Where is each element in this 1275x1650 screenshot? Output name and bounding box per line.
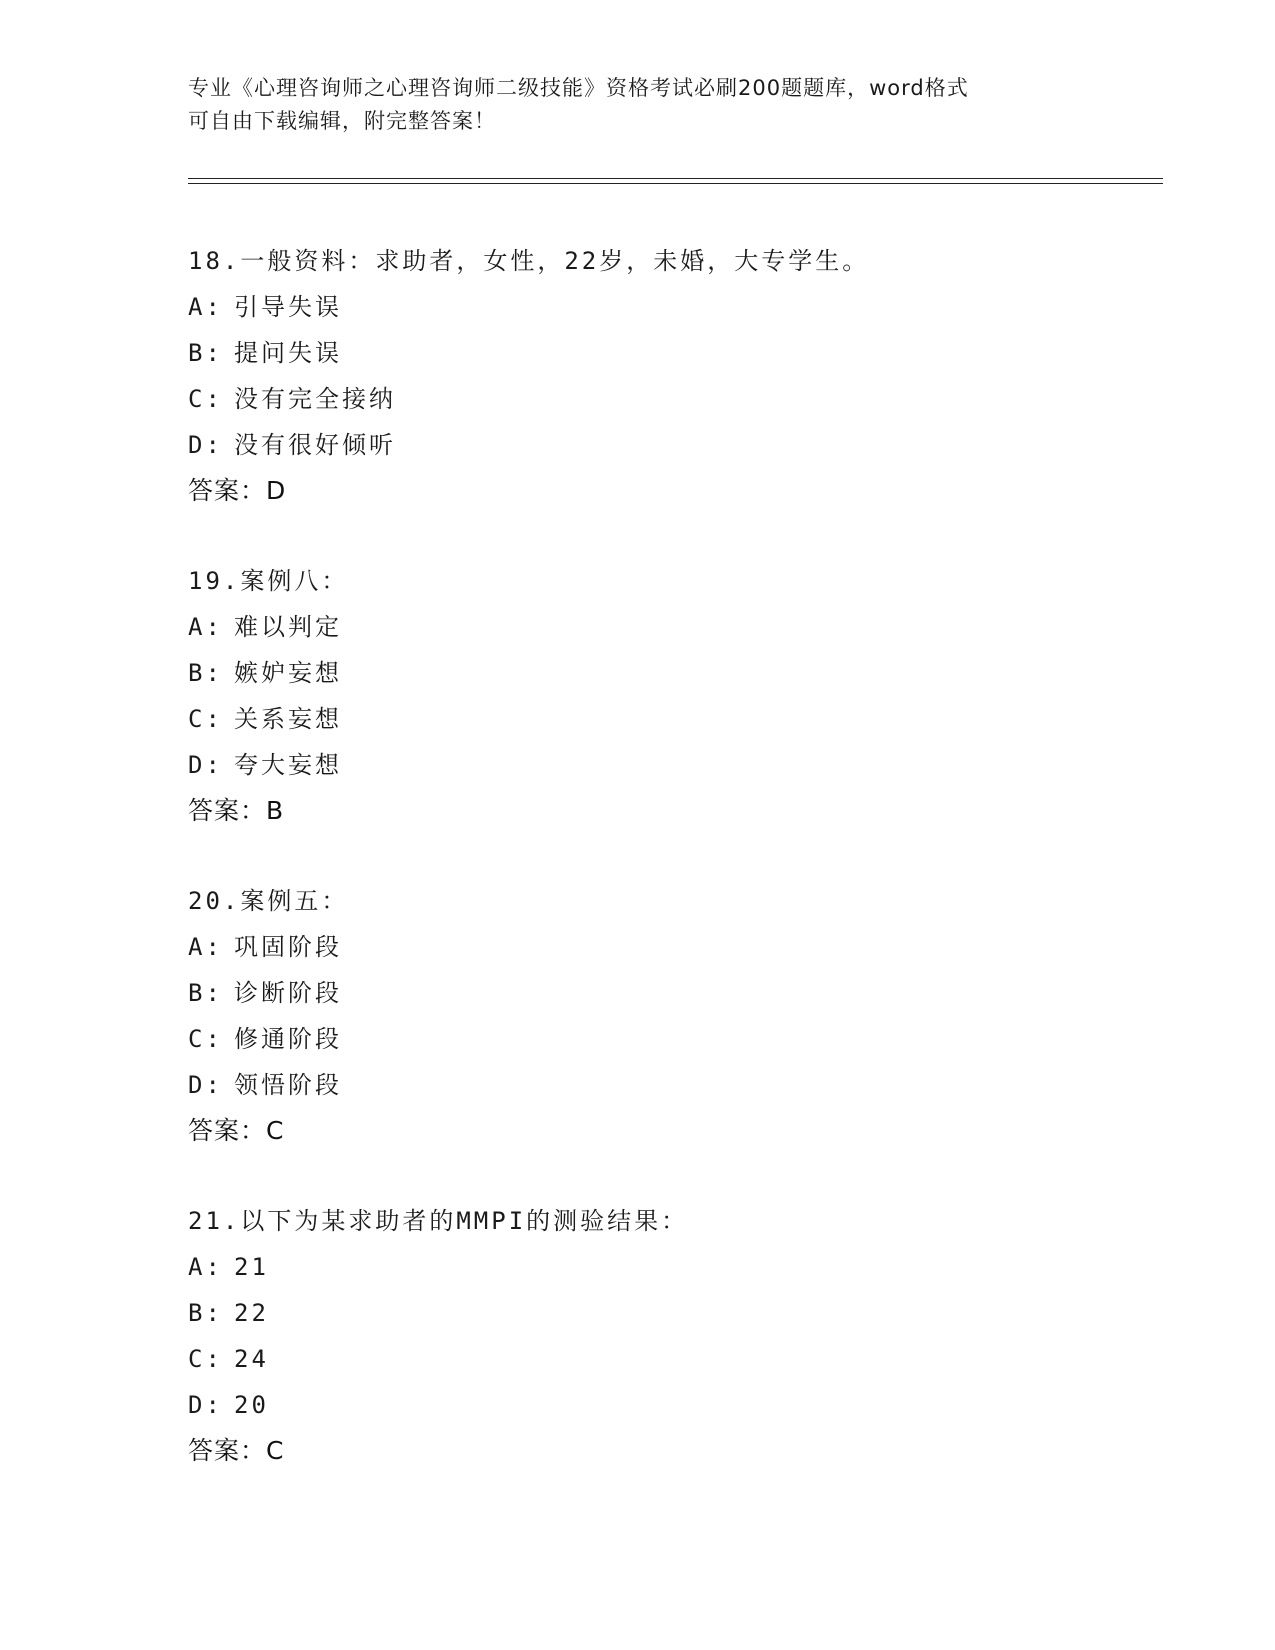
option-text: 诊断阶段 (234, 979, 342, 1007)
option-letter: A: (188, 613, 223, 641)
option-text: 修通阶段 (234, 1025, 342, 1053)
option-c (188, 1016, 1138, 1062)
question-list (188, 238, 1138, 1518)
question-19 (188, 558, 1138, 834)
document-header (188, 72, 1088, 138)
option-text: 21 (234, 1253, 269, 1281)
question-21 (188, 1198, 1138, 1474)
question-20 (188, 878, 1138, 1154)
option-letter: A: (188, 293, 223, 321)
option-letter: D: (188, 1071, 223, 1099)
option-letter: C: (188, 1025, 223, 1053)
option-text: 嫉妒妄想 (234, 659, 342, 687)
option-b (188, 970, 1138, 1016)
option-text: 难以判定 (234, 613, 342, 641)
option-text: 24 (234, 1345, 269, 1373)
option-letter: A: (188, 1253, 223, 1281)
option-b (188, 330, 1138, 376)
option-text: 巩固阶段 (234, 933, 342, 961)
option-letter: D: (188, 431, 223, 459)
option-text: 20 (234, 1391, 269, 1419)
option-letter: B: (188, 1299, 223, 1327)
option-d (188, 1382, 1138, 1428)
answer-line: 答案：C (188, 1116, 285, 1145)
option-letter: A: (188, 933, 223, 961)
option-d (188, 1062, 1138, 1108)
question-title: 18.一般资料：求助者，女性，22岁，未婚，大专学生。 (188, 247, 870, 275)
header-line-1: 专业《心理咨询师之心理咨询师二级技能》资格考试必刷200题题库，word格式 (188, 76, 969, 100)
option-letter: D: (188, 1391, 223, 1419)
option-d (188, 742, 1138, 788)
option-a (188, 284, 1138, 330)
option-text: 没有完全接纳 (234, 385, 396, 413)
option-text: 提问失误 (234, 339, 342, 367)
answer-line: 答案：D (188, 476, 287, 505)
option-letter: C: (188, 1345, 223, 1373)
answer-line: 答案：C (188, 1436, 285, 1465)
question-title: 19.案例八： (188, 567, 349, 595)
option-a (188, 604, 1138, 650)
question-title: 20.案例五： (188, 887, 349, 915)
answer-line: 答案：B (188, 796, 285, 825)
option-text: 没有很好倾听 (234, 431, 396, 459)
question-title: 21.以下为某求助者的MMPI的测验结果： (188, 1207, 689, 1235)
option-c (188, 696, 1138, 742)
option-d (188, 422, 1138, 468)
option-c (188, 376, 1138, 422)
option-a (188, 924, 1138, 970)
header-line-2: 可自由下载编辑，附完整答案！ (188, 109, 496, 133)
option-b (188, 1290, 1138, 1336)
option-b (188, 650, 1138, 696)
option-text: 22 (234, 1299, 269, 1327)
option-letter: B: (188, 979, 223, 1007)
option-a (188, 1244, 1138, 1290)
option-letter: D: (188, 751, 223, 779)
option-letter: C: (188, 705, 223, 733)
option-text: 领悟阶段 (234, 1071, 342, 1099)
header-divider-bottom (188, 183, 1163, 184)
header-divider-top (188, 178, 1163, 179)
option-letter: B: (188, 339, 223, 367)
question-18 (188, 238, 1138, 514)
option-c (188, 1336, 1138, 1382)
option-text: 引导失误 (234, 293, 342, 321)
option-letter: C: (188, 385, 223, 413)
option-text: 关系妄想 (234, 705, 342, 733)
option-letter: B: (188, 659, 223, 687)
option-text: 夸大妄想 (234, 751, 342, 779)
